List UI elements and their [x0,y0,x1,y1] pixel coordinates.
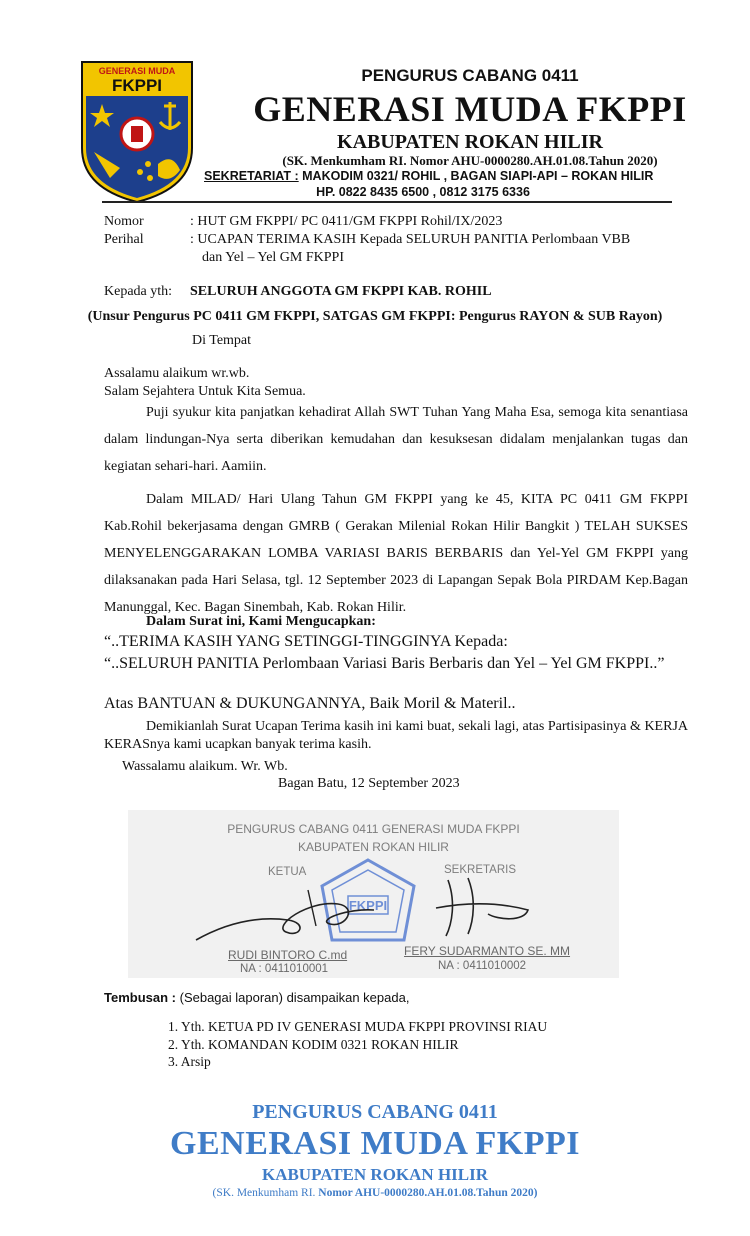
sekretaris-name: FERY SUDARMANTO SE. MM [404,944,571,958]
quote-2: “..SELURUH PANITIA Perlombaan Variasi Baris Berbaris dan Yel – Yel GM FKPPI..” [104,655,665,672]
dalam-surat: Dalam Surat ini, Kami Mengucapkan: [146,614,376,629]
wassalam: Wassalamu alaikum. Wr. Wb. [122,759,288,774]
perihal-value-2: dan Yel – Yel GM FKPPI [202,250,344,265]
kepada-label: Kepada yth: [104,284,173,299]
header-hp: HP. 0822 8435 6500 , 0812 3175 6336 [316,185,530,199]
tembusan [104,990,409,1005]
atas-bantuan: Atas BANTUAN & DUKUNGANNYA, Baik Moril & Materil.. [104,695,516,712]
sekretariat-value: MAKODIM 0321/ ROHIL , BAGAN SIAPI-API – ROKAN HILIR [298,169,654,183]
paragraph-1: Puji syukur kita panjatkan kehadirat Allah SWT Tuhan Yang Maha Esa, semoga kita senantiasa dalam lindungan-Nya serta diberikan kemudahan dan kesuksesan didalam menjalankan tugas dan kegiatan sehari-hari. Aamiin. [104,405,688,474]
tembusan-text: (Sebagai laporan) disampaikan kepada, [176,990,410,1005]
quote-1: “..TERIMA KASIH YANG SETINGGI-TINGGINYA Kepada: [104,633,508,650]
di-tempat: Di Tempat [192,333,252,348]
footer-org: PENGURUS CABANG 0411 [252,1101,498,1123]
footer-sk-prefix: (SK. Menkumham RI. [212,1187,316,1199]
closing-paragraph: Demikianlah Surat Ucapan Terima kasih ini kami buat, sekali lagi, atas Partisipasinya & KERJA KERASnya kami ucapkan banyak terima kasih. [104,719,688,752]
sekretaris-na: NA : 0411010002 [438,960,527,972]
greeting-1: Assalamu alaikum wr.wb. [104,366,250,381]
cc-item: 3. Arsip [168,1054,211,1069]
nomor-value: : HUT GM FKPPI/ PC 0411/GM FKPPI Rohil/IX/2023 [190,214,503,229]
signature-sekretaris [428,872,538,942]
logo-text-top: GENERASI MUDA [98,66,176,76]
signature-block [128,810,619,978]
footer-kabupaten: KABUPATEN ROKAN HILIR [261,1165,489,1184]
ketua-name: RUDI BINTORO C.md [228,948,348,962]
perihal-value: : UCAPAN TERIMA KASIH Kepada SELURUH PANITIA Perlombaan VBB [190,232,631,247]
stamp-org: PENGURUS CABANG 0411 GENERASI MUDA FKPPI [227,822,520,836]
ketua-na: NA : 0411010001 [240,963,329,975]
header-title: GENERASI MUDA FKPPI [253,89,687,129]
nomor-label: Nomor [104,214,144,229]
kepada-value: SELURUH ANGGOTA GM FKPPI KAB. ROHIL [190,284,492,299]
tembusan-label: Tembusan : [104,990,176,1005]
logo-text-main: FKPPI [111,76,163,95]
header-kabupaten: KABUPATEN ROKAN HILIR [337,131,603,153]
signature-ketua [188,880,378,952]
ketua-label: KETUA [268,866,307,878]
header-sk: (SK. Menkumham RI. Nomor AHU-0000280.AH.01.08.Tahun 2020) [282,153,658,168]
cc-item: 2. Yth. KOMANDAN KODIM 0321 ROKAN HILIR [168,1037,459,1052]
kepada-unsur: (Unsur Pengurus PC 0411 GM FKPPI, SATGAS GM FKPPI: Pengurus RAYON & SUB Rayon) [87,309,663,324]
sekretaris-label: SEKRETARIS [444,864,516,876]
fkppi-logo [80,60,194,204]
footer-title: GENERASI MUDA FKPPI [170,1125,580,1162]
header-sekretariat [204,169,653,183]
meta-nomor-row [0,214,750,232]
meta-perihal-row-2 [0,250,750,268]
header-divider [102,201,672,203]
header-org: PENGURUS CABANG 0411 [361,66,579,85]
sekretariat-label: SEKRETARIAT : [204,169,299,183]
footer-sk [0,1187,750,1199]
seal-text: FKPPI [348,898,388,913]
letter-date: Bagan Batu, 12 September 2023 [278,776,460,791]
greeting-2: Salam Sejahtera Untuk Kita Semua. [104,384,306,399]
stamp-kabupaten: KABUPATEN ROKAN HILIR [298,840,449,854]
meta-perihal-row [0,232,750,250]
paragraph-2: Dalam MILAD/ Hari Ulang Tahun GM FKPPI yang ke 45, KITA PC 0411 GM FKPPI Kab.Rohil bekerjasama dengan GMRB ( Gerakan Milenial Rokan Hilir Bangkit ) TELAH SUKSES MENYELENGGARAKAN LOMBA VARIASI BARIS BERBARIS dan Yel-Yel GM FKPPI yang dilaksanakan pada Hari Selasa, tgl. 12 September 2023 di Lapangan Sepak Bola PIRDAM Kep.Bagan Manunggal, Kec. Bagan Sinembah, Kab. Rokan Hilir. [104,492,688,615]
footer-sk-bold: Nomor AHU-0000280.AH.01.08.Tahun 2020) [318,1187,538,1199]
cc-item: 1. Yth. KETUA PD IV GENERASI MUDA FKPPI PROVINSI RIAU [168,1019,548,1034]
perihal-label: Perihal [104,232,144,247]
